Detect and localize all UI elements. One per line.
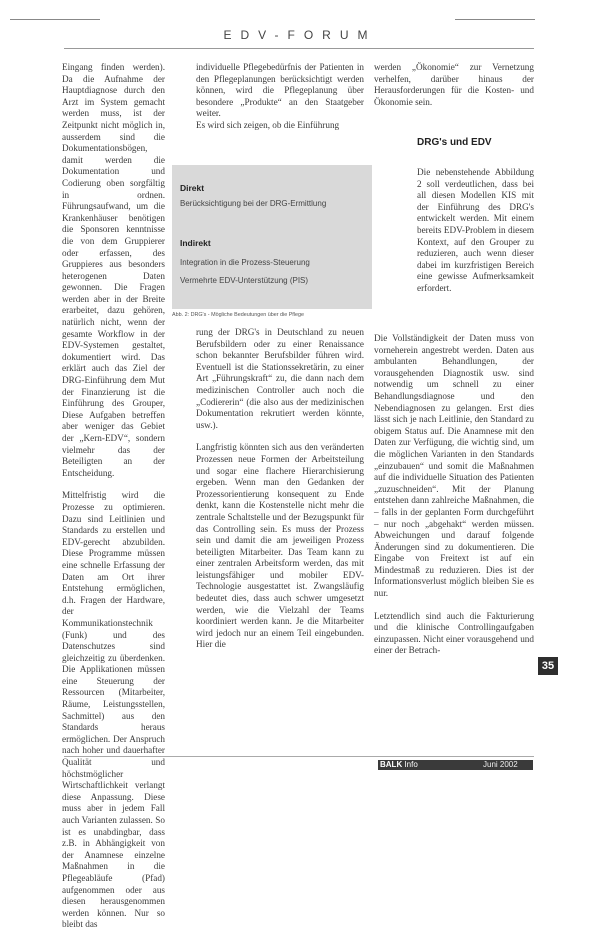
figure-heading-indirect: Indirekt: [180, 238, 211, 248]
footer-date: Juni 2002: [483, 760, 518, 769]
header-rule-left: [10, 19, 100, 20]
footer-rule: [64, 756, 534, 757]
paragraph: Letztendlich sind auch die Fakturierung und die klinische Controllingaufgaben einzupassen. Nicht einer vorausgehend und einer der Betrach-: [374, 610, 534, 656]
page-number: 35: [538, 657, 558, 675]
subheading: DRG's und EDV: [417, 137, 492, 148]
text-column-3-top: [374, 62, 534, 108]
paragraph: individuelle Pflegebedürfnis der Patienten in den Pflegeplanungen berücksichtigt werden können, wird die Pflegeplanung über besondere „Produkte“ an den Staatgeber weiter.: [196, 62, 364, 119]
footer-magazine-name: BALK: [380, 760, 403, 769]
paragraph: Eingang finden werden). Da die Aufnahme der Hauptdiagnose durch den Arzt im System gemacht werden muss, ist der Zeitpunkt nicht möglich in, ausserdem sind die Dokumentationsbögen, damit werden die Dokumentation und Codierung oben sorgfältig in ordnen. Führungsaufwand, um die Krankenhäuser benötigen die Sponsoren kenntnisse die von dem Gruppierer oder erfassen, des Gruppieres aus besonders heterogenen Daten gewonnen. Die Fragen werden aber in der Breite erarbeitet, dazu gehören, natürlich nicht, wenn der gesamte Workflow in der EDV-Systemen gestaltet, dokumentiert wird. Das erklärt auch das Ziel der DRG-Einführung dem Mut der Finanzierung ist die Einführung des Grouper, Diese Aufgaben betreffen aber weniger das Gebiet der „Kern-EDV“, sondern vielmehr das der Beteiligten an der Entscheidung.: [62, 62, 165, 478]
figure-heading-direct: Direkt: [180, 183, 205, 193]
header-rule-full: [64, 48, 534, 49]
header-rule-right: [455, 19, 535, 20]
footer-magazine-info: Info: [404, 760, 418, 769]
text-column-1: [62, 62, 165, 931]
paragraph: Die Vollständigkeit der Daten muss von vorneherein angestrebt werden. Daten aus ambulanten Behandlungen, der vorausgehenden Diagnostik usw. sind notwendig um schnell zu einer Behandlungsdiagnose und den Nebendiagnosen zu gelangen. Erst dies lässt sich je nach Leitlinie, den Standard zu obigem Status auf. Die Anamnese mit den Daten zur Verfügung, die wichtig sind, um die möglichen Varianten in den Standards „einzubauen“ und somit die Maßnahmen auf die individuelle Situation des Patienten „zuzuschneiden“. Mit der Planung entstehen dann zahlreiche Maßnahmen, die – falls in der geplanten Form durchgeführt – nur noch „abgehakt“ werden müssen. Abweichungen und darauf folgende Änderungen sind zu dokumentieren. Die Eingabe von Freitext ist auf ein Mindestmaß zu reduzieren. Dies ist der Informationsverlust möglich bleiben Sie es nur.: [374, 333, 534, 599]
section-title: EDV-FORUM: [223, 28, 377, 42]
footer-magazine: [380, 760, 418, 770]
figure-line: Berücksichtigung bei der DRG-Ermittlung: [180, 199, 327, 208]
figure-line: Integration in die Prozess-Steuerung: [180, 258, 310, 267]
paragraph: Mittelfristig wird die Prozesse zu optimieren. Dazu sind Leitlinien und Standards zu erstellen und EDV-gerecht abzubilden. Diese Programme müssen eine schnelle Erfassung der Daten am Ort ihrer Entstehung ermöglichen, d.h. Fragen der Hardware, der Kommunikationstechnik (Funk) und des Datenschutzes sind gleichzeitig zu überdenken. Die Applikationen müssen eine Steuerung der Ressourcen (Mitarbeiter, Räume, Leistungsstellen, Sachmittel) aus den Standards heraus ermöglichen. Der Anspruch nach hoher und dauerhafter Qualität und höchstmöglicher Wirtschaftlichkeit verlangt diese Anpassung. Diese muss aber in jedem Fall auch Varianten zulassen. So ist es unabdingbar, dass z.B. in Abhängigkeit von der Anamnese einzelne Maßnahmen in die Pflegeabläufe (Pfad) aufgenommen oder aus diesen herausgenommen werden können. Nur so bleibt das: [62, 490, 165, 930]
paragraph: rung der DRG's in Deutschland zu neuen Berufsbildern oder zu einer Renaissance schon bekannter Berufsbilder führen wird. Eventuell ist die Stationssekretärin, zu einer Art „Führungskraft“ zu, die dann nach dem medizinischen Controller auch noch die „Codiererin“ (die also aus der medizinischen Dokumentation rekrutiert werden könnte, usw.).: [196, 327, 364, 430]
paragraph: Langfristig könnten sich aus den veränderten Prozessen neue Formen der Arbeitsteilung und sogar eine flachere Hierarchisierung ergeben. Wenn man den Gedanken der Prozessorientierung konsequent zu Ende denkt, kann die Kostenstelle nicht mehr die zentrale Schaltstelle und der Bezugspunkt für das Controlling sein. Es muss der Prozess sein und damit die am jeweiligen Prozess beteiligten Mitarbeiter. Das Team kann zu einer zentralen Arbeitsform werden, das mit leistungsfähiger und mobiler EDV-Technologie ausgestattet ist. Zwangsläufig bedeutet dies, dass auch schwer umgesetzt werden, wie die Vielzahl der Teams koordiniert werden kann. Je die Mitarbeiter wird jedoch nur an einem Teil eingebunden. Hier die: [196, 442, 364, 650]
text-column-3-right: [417, 167, 534, 295]
paragraph: Es wird sich zeigen, ob die Einführung: [196, 119, 340, 130]
paragraph: werden „Ökonomie“ zur Vernetzung verhelfen, darüber hinaus der Herausforderungen für die Kosten- und Ökonomie sein.: [374, 62, 534, 107]
figure-line: Vermehrte EDV-Unterstützung (PIS): [180, 276, 309, 285]
figure-caption: Abb. 2: DRG's - Mögliche Bedeutungen über die Pflege: [172, 312, 304, 318]
text-column-2-bottom: [196, 327, 364, 651]
figure-box: [172, 165, 372, 309]
text-column-3-bottom: [374, 333, 534, 657]
text-column-2-top: [196, 62, 364, 132]
paragraph: Die nebenstehende Abbildung 2 soll verdeutlichen, dass bei all diesen Modellen KIS mit der Einführung des DRG's entwickelt werden. Mit einem bereits EDV-Problem in diesem Kontext, auf den Grouper zu reduzieren, auch wenn dieser dabei im kurzfristigen Bereich eine gewisse Aufmerksamkeit erfordert.: [417, 167, 534, 293]
